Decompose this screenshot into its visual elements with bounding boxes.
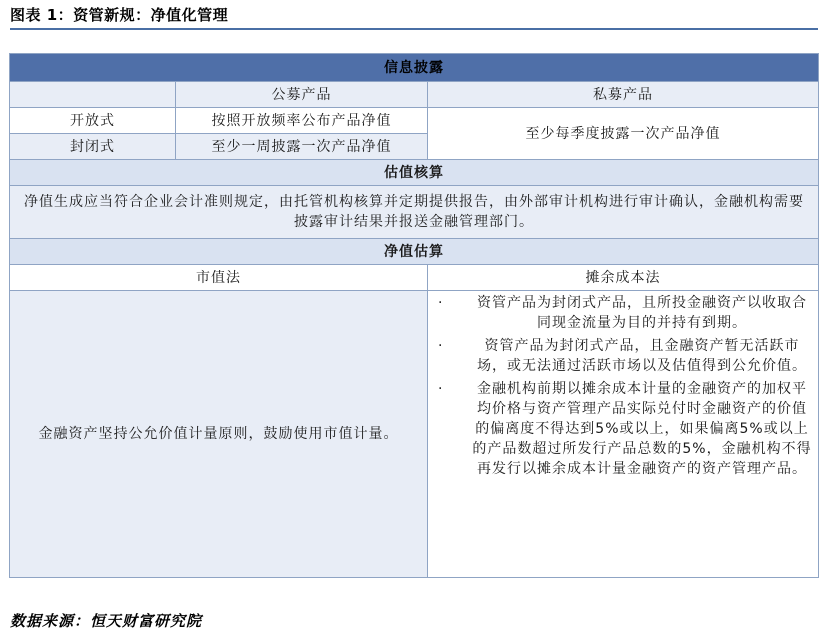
- bullet-icon: ·: [438, 295, 444, 311]
- amortized-condition-2: 资管产品为封闭式产品，且金融资产暂无活跃市场，或无法通过活跃市场以及估值得到公允价值。: [477, 338, 807, 374]
- regulation-table: [9, 53, 819, 578]
- figure-title: 图表 1：资管新规：净值化管理: [10, 6, 229, 24]
- list-item: [428, 379, 812, 479]
- amortized-cost-conditions: [428, 291, 819, 578]
- bullet-icon: ·: [438, 381, 444, 397]
- list-item: [428, 336, 812, 376]
- private-products-header: 私募产品: [428, 82, 819, 108]
- market-value-method-header: 市值法: [10, 265, 428, 291]
- valuation-audit-header: 估值核算: [10, 160, 819, 186]
- valuation-audit-text: 净值生成应当符合企业会计准则规定，由托管机构核算并定期提供报告，由外部审计机构进行审计确认，金融机构需要披露审计结果并报送金融管理部门。: [10, 186, 819, 239]
- list-item: [428, 293, 812, 333]
- disclosure-header: 信息披露: [10, 54, 819, 82]
- market-value-method-text: 金融资产坚持公允价值计量原则，鼓励使用市值计量。: [10, 291, 428, 578]
- closed-ended-label: 封闭式: [10, 134, 176, 160]
- empty-corner-cell: [10, 82, 176, 108]
- amortized-condition-3: 金融机构前期以摊余成本计量的金融资产的加权平均价格与资产管理产品实际兑付时金融资产的价值的偏离度不得达到5%或以上，如果偏离5%或以上的产品数超过所发行产品总数的5%，金融机构不得再发行以摊余成本计量金融资产的资产管理产品。: [472, 381, 812, 477]
- open-ended-label: 开放式: [10, 108, 176, 134]
- nav-estimation-header: 净值估算: [10, 239, 819, 265]
- public-products-header: 公募产品: [176, 82, 428, 108]
- amortized-cost-method-header: 摊余成本法: [428, 265, 819, 291]
- amortized-condition-1: 资管产品为封闭式产品，且所投金融资产以收取合同现金流量为目的并持有到期。: [477, 295, 807, 331]
- bullet-icon: ·: [438, 338, 444, 354]
- data-source: 数据来源：恒天财富研究院: [10, 612, 203, 630]
- private-disclosure-value: 至少每季度披露一次产品净值: [428, 108, 819, 160]
- title-divider: [10, 28, 818, 30]
- closed-ended-value: 至少一周披露一次产品净值: [176, 134, 428, 160]
- open-ended-value: 按照开放频率公布产品净值: [176, 108, 428, 134]
